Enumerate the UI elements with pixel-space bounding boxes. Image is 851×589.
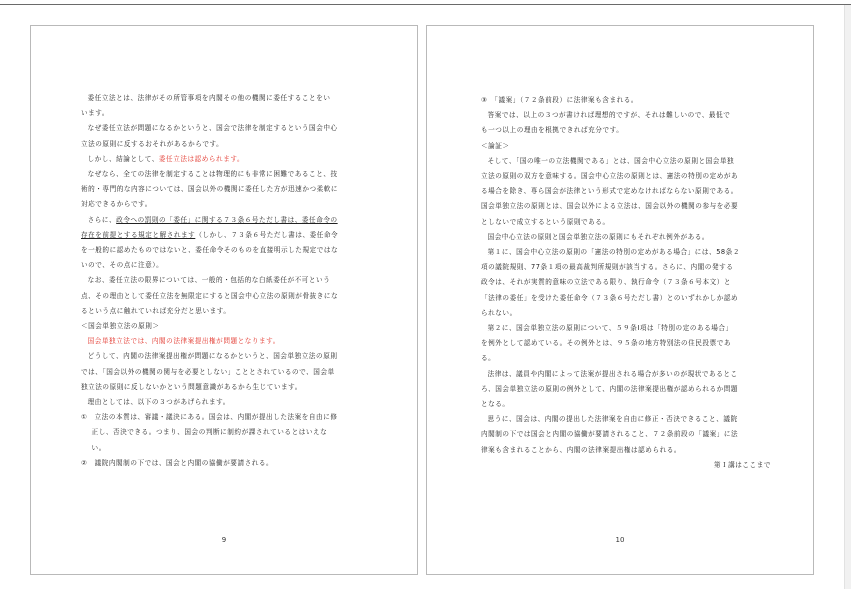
text-line xyxy=(81,152,371,167)
text-line: 法律は、議員や内閣によって法案が提出される場合が多いのが現状であるとこ xyxy=(487,369,738,378)
text-line: 立法の原則に反するおそれがあるからです。 xyxy=(81,139,224,148)
highlighted-issue: 国会単独立法では、内閣の法律案提出権が問題となります。 xyxy=(87,337,280,346)
text-line: ろ、国会単独立法の原則の例外として、内閣の法律案提出権が認められるか問題 xyxy=(481,384,739,393)
text-line: 正し、否決できる。つまり、国会の判断に制約が課されているとはいえな xyxy=(91,428,328,437)
text-line: 律案も含まれることから、内閣の法律案提出権は認められる。 xyxy=(481,445,682,454)
document-viewer[interactable] xyxy=(0,5,844,589)
text-line: 思うに、国会は、内閣の提出した法律案を自由に修正・否決できること、議院 xyxy=(487,415,738,424)
text-line: います。 xyxy=(81,109,110,118)
text-line: 「法律の委任」を受けた委任命令（７３条６号ただし書）とのいずれかしか認め xyxy=(481,293,739,302)
text-line: 理由としては、以下の３つがあげられます。 xyxy=(87,398,230,407)
underlined-text: 存在を前提とする規定と解されます xyxy=(81,230,196,239)
text-line: どうして、内閣の法律案提出権が問題になるかというと、国会単独立法の原則 xyxy=(87,352,338,361)
text-line: なお、委任立法の限界については、一般的・包括的な白紙委任が不可という xyxy=(87,276,331,285)
text-line: も一つ以上の理由を根拠できれば充分です。 xyxy=(481,126,624,135)
text-line: としないで成立するという原則である。 xyxy=(481,217,610,226)
section-heading: ＜論証＞ xyxy=(481,141,510,150)
text-line: るという点に触れていれば充分だと思います。 xyxy=(81,306,231,315)
text-span: （しかし、７３条６号ただし書は、委任命令 xyxy=(195,230,339,239)
text-line: なぜなら、全ての法律を制定することは物理的にも非常に困難であること、技 xyxy=(87,170,338,179)
underlined-text: 政令への罰則の「委任」に関する７３条６号ただし書は、委任命令の xyxy=(116,215,338,224)
text-line: では、「国会以外の機関の関与を必要としない」こととされているので、国会単 xyxy=(81,367,335,376)
text-line: 国会単独立法の原則とは、国会以外による立法は、国会以外の機関の参与を必要 xyxy=(481,202,739,211)
document-page xyxy=(426,25,814,575)
text-line: られない。 xyxy=(481,308,517,317)
page-body xyxy=(481,93,771,473)
text-line: 内閣制の下では国会と内閣の協働が要請されること、７２条前段の「議案」に法 xyxy=(481,430,739,439)
text-line: 独立法の原則に反しないかという問題意識があるから生じています。 xyxy=(81,382,302,391)
text-span: さらに、 xyxy=(87,215,117,224)
page-number: 9 xyxy=(221,536,227,544)
text-line: 対応できるからです。 xyxy=(81,200,152,209)
text-line: なぜ委任立法が問題になるかというと、国会で法律を制定するという国会中心 xyxy=(87,124,338,133)
text-line: 政令は、それが実質的意味の立法である限り、執行命令（７３条６号本文）と xyxy=(481,278,732,287)
chapter-end-note: 第Ｉ講はここまで xyxy=(713,460,771,469)
list-item: ③ 「議案」（７２条前段）に法律案も含まれる。 xyxy=(481,96,639,104)
text-line: る。 xyxy=(481,354,496,363)
list-item: ① 立法の本質は、審議・議決にある。国会は、内閣が提出した法案を自由に修 xyxy=(81,413,338,422)
document-page xyxy=(30,25,418,575)
text-line: 答案では、以上の３つが書ければ理想的ですが、それは難しいので、最低で xyxy=(487,111,731,120)
text-line: 国会中心立法の原則と国会単独立法の原則にもそれぞれ例外がある。 xyxy=(487,232,710,241)
text-line: 第２に、国会単独立法の原則について、５９条Ⅰ項は「特別の定のある場合」 xyxy=(487,324,733,333)
text-line xyxy=(81,228,371,243)
text-line: い。 xyxy=(91,443,106,452)
text-line: となる。 xyxy=(481,400,510,409)
section-heading: ＜国会単独立法の原則＞ xyxy=(81,322,160,331)
text-line: 項の議院規則、77条１項の最高裁判所規則が該当する。さらに、内閣の発する xyxy=(481,263,734,272)
text-line: 第１に、国会中心立法の原則の「憲法の特別の定めがある場合」には、58条２ xyxy=(487,248,740,257)
text-line: いので、その点に注意）。 xyxy=(81,261,164,270)
highlighted-conclusion: 委任立法は認められます。 xyxy=(158,154,245,163)
text-line xyxy=(81,213,371,228)
text-line: 委任立法とは、法律がその所管事項を内閣その他の機関に委任することをい xyxy=(87,94,331,102)
text-line: る場合を除き、専ら国会が法律という形式で定めなければならない原則である。 xyxy=(481,187,738,196)
text-line: 点、その理由として委任立法を無限定にすると国会中心立法の原則が骨抜きにな xyxy=(81,291,339,300)
page-body xyxy=(81,91,371,471)
text-span: しかし、結論として、 xyxy=(87,154,159,163)
list-item: ② 議院内閣制の下では、国会と内閣の協働が要請される。 xyxy=(81,458,274,467)
text-line: を例外として認めている。その例外とは、９５条の地方特別法の住民投票であ xyxy=(481,339,732,348)
vertical-scrollbar[interactable] xyxy=(844,5,851,589)
text-line: そして、「国の唯一の立法機関である」とは、国会中心立法の原則と国会単独 xyxy=(487,156,735,165)
text-line: 術的・専門的な内容については、国会以外の機関に委任した方が迅速かつ柔軟に xyxy=(81,185,339,194)
text-line: を一般的に認めたものではないと、委任命令そのものを直接明示した規定ではな xyxy=(81,246,339,255)
text-line: 立法の原則の双方を意味する。国会中心立法の原則とは、憲法の特別の定めがあ xyxy=(481,172,739,181)
page-number: 10 xyxy=(615,536,625,544)
